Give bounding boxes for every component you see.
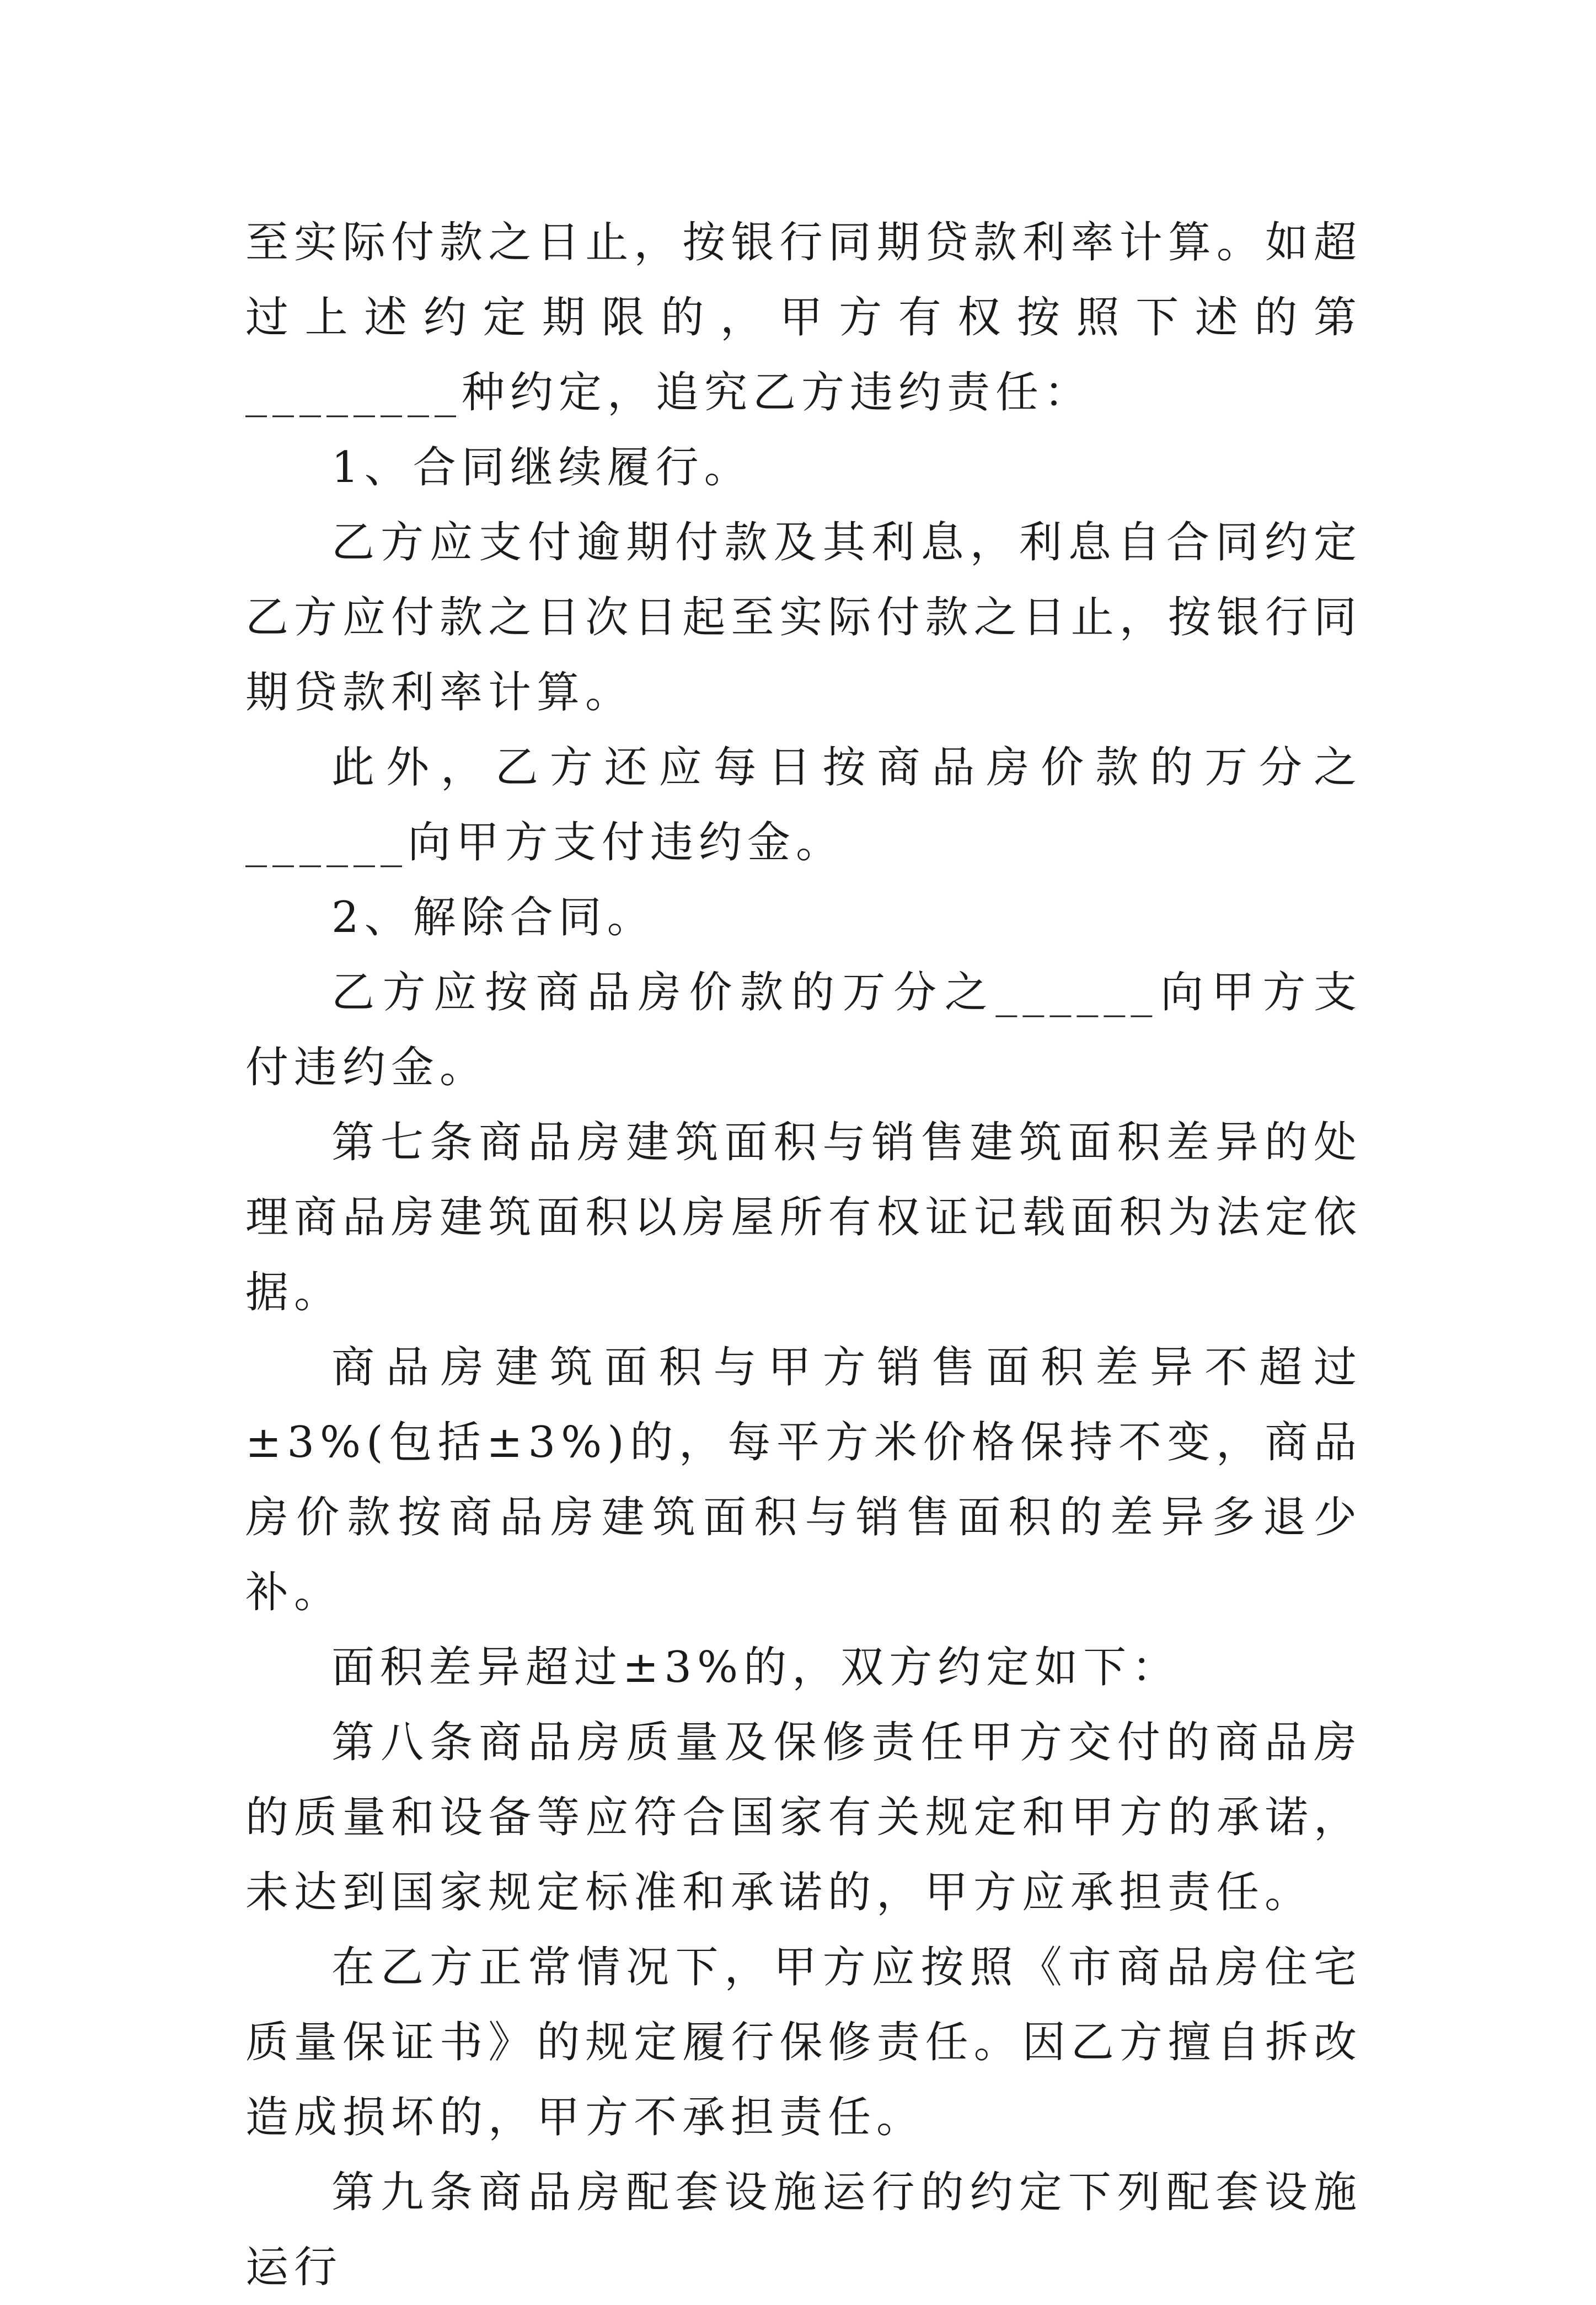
paragraph-daily-penalty: 此外，乙方还应每日按商品房价款的万分之______向甲方支付违约金。 (245, 743, 1362, 867)
paragraph-overdue-interest: 乙方应支付逾期付款及其利息，利息自合同约定乙方应付款之日次日起至实际付款之日止，按银行同期贷款利率计算。 (245, 518, 1362, 717)
paragraph-warranty: 在乙方正常情况下，甲方应按照《市商品房住宅质量保证书》的规定履行保修责任。因乙方擅自拆改造成损坏的，甲方不承担责任。 (245, 1943, 1362, 2142)
paragraph-article-8: 第八条商品房质量及保修责任甲方交付的商品房的质量和设备等应符合国家有关规定和甲方的承诺，未达到国家规定标准和承诺的，甲方应承担责任。 (245, 1718, 1362, 1917)
paragraph-continuation: 至实际付款之日止，按银行同期贷款利率计算。如超过上述约定期限的，甲方有权按照下述的第________种约定，追究乙方违约责任： (245, 218, 1362, 417)
paragraph-item-1: 1、合同继续履行。 (331, 443, 753, 492)
paragraph-article-7: 第七条商品房建筑面积与销售建筑面积差异的处理商品房建筑面积以房屋所有权证记载面积为法定依据。 (245, 1118, 1362, 1317)
paragraph-article-9: 第九条商品房配套设施运行的约定下列配套设施运行 (245, 2168, 1362, 2292)
paragraph-item-2: 2、解除合同。 (331, 893, 656, 942)
paragraph-area-over-3pct: 面积差异超过±3%的，双方约定如下： (331, 1643, 1181, 1692)
document-body (245, 205, 1362, 2305)
paragraph-termination-penalty: 乙方应按商品房价款的万分之______向甲方支付违约金。 (245, 968, 1362, 1092)
paragraph-area-within-3pct: 商品房建筑面积与甲方销售面积差异不超过±3%(包括±3%)的，每平方米价格保持不变，商品房价款按商品房建筑面积与销售面积的差异多退少补。 (245, 1343, 1362, 1617)
